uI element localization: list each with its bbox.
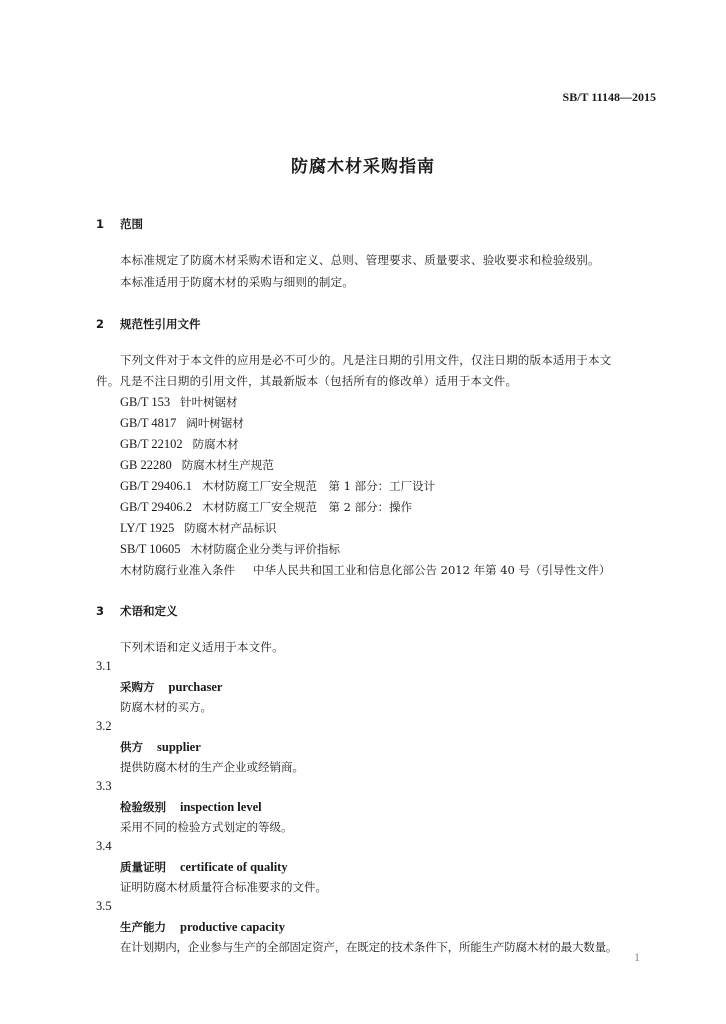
term-number: 3.5 [96, 899, 112, 913]
reference-item [120, 541, 340, 557]
page-number: 1 [634, 950, 640, 964]
scope-paragraph-2: 本标准适用于防腐木材的采购与细则的制定。 [120, 275, 354, 289]
reference-item [120, 499, 412, 515]
reference-code: GB/T 4817 [120, 416, 177, 430]
reference-item [120, 436, 239, 452]
document-title: 防腐木材采购指南 [291, 157, 435, 177]
section-number: 3 [96, 604, 105, 618]
term-chinese: 供方 [120, 740, 143, 754]
reference-item [120, 457, 274, 473]
term-number: 3.3 [96, 779, 112, 793]
reference-title: 防腐木材 [192, 437, 239, 451]
reference-title: 木材防腐企业分类与评价指标 [190, 542, 341, 556]
reference-title: 木材防腐工厂安全规范 第 2 部分：操作 [202, 500, 413, 514]
reference-code: SB/T 10605 [120, 542, 181, 556]
term-heading [120, 679, 222, 695]
term-heading [120, 739, 201, 755]
term-definition: 采用不同的检验方式划定的等级。 [120, 820, 293, 834]
term-definition: 证明防腐木材质量符合标准要求的文件。 [120, 880, 327, 894]
section-number: 2 [96, 317, 105, 331]
references-intro-line-1: 下列文件对于本文件的应用是必不可少的。凡是注日期的引用文件，仅注日期的版本适用于本文 [120, 353, 612, 367]
term-english: supplier [157, 740, 201, 754]
reference-title: 阔叶树锯材 [186, 416, 244, 430]
section-2-heading [96, 316, 201, 332]
term-chinese: 检验级别 [120, 800, 166, 814]
reference-title: 木材防腐工厂安全规范 第 1 部分：工厂设计 [202, 479, 436, 493]
scope-paragraph-1: 本标准规定了防腐木材采购术语和定义、总则、管理要求、质量要求、验收要求和检验级别。 [120, 253, 600, 267]
term-number: 3.4 [96, 839, 112, 853]
reference-item [120, 415, 244, 431]
section-title: 范围 [120, 217, 143, 231]
term-english: productive capacity [180, 920, 285, 934]
term-chinese: 质量证明 [120, 860, 166, 874]
reference-code: 木材防腐行业准入条件 [120, 563, 235, 577]
term-definition: 防腐木材的买方。 [120, 700, 212, 714]
term-definition: 在计划期内，企业参与生产的全部固定资产，在既定的技术条件下，所能生产防腐木材的最大数量。 [120, 940, 618, 954]
term-english: certificate of quality [180, 860, 288, 874]
term-number: 3.2 [96, 719, 112, 733]
section-title: 规范性引用文件 [120, 317, 201, 331]
reference-title: 中华人民共和国工业和信息化部公告 2012 年第 40 号（引导性文件） [253, 563, 611, 577]
terms-intro: 下列术语和定义适用于本文件。 [120, 640, 284, 654]
reference-code: GB/T 29406.1 [120, 479, 192, 493]
reference-item [120, 478, 435, 494]
reference-title: 防腐木材生产规范 [181, 458, 274, 472]
reference-code: GB/T 153 [120, 395, 171, 409]
reference-code: GB/T 22102 [120, 437, 183, 451]
term-chinese: 采购方 [120, 680, 155, 694]
term-heading [120, 919, 285, 935]
reference-item [120, 520, 276, 536]
term-number: 3.1 [96, 659, 112, 673]
section-1-heading [96, 216, 143, 232]
term-definition: 提供防腐木材的生产企业或经销商。 [120, 760, 304, 774]
term-heading [120, 859, 288, 875]
reference-item [120, 562, 611, 578]
reference-title: 防腐木材产品标识 [184, 521, 277, 535]
term-english: inspection level [180, 800, 262, 814]
term-english: purchaser [168, 680, 223, 694]
reference-title: 针叶树锯材 [180, 395, 238, 409]
reference-code: LY/T 1925 [120, 521, 175, 535]
section-title: 术语和定义 [120, 604, 178, 618]
reference-code: GB 22280 [120, 458, 172, 472]
reference-item [120, 394, 238, 410]
term-chinese: 生产能力 [120, 920, 166, 934]
section-3-heading [96, 603, 178, 619]
standard-number: SB/T 11148—2015 [562, 90, 656, 104]
references-intro-line-2: 件。凡是不注日期的引用文件，其最新版本（包括所有的修改单）适用于本文件。 [96, 374, 518, 388]
reference-code: GB/T 29406.2 [120, 500, 192, 514]
section-number: 1 [96, 217, 105, 231]
term-heading [120, 799, 262, 815]
